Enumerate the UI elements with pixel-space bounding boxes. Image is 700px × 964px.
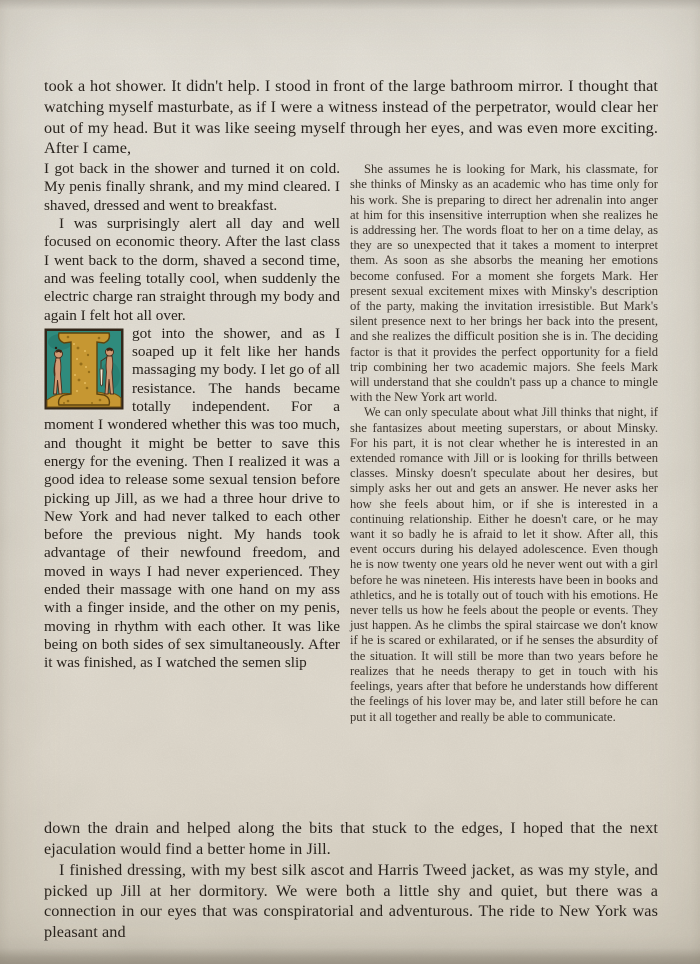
illuminated-initial-I-icon bbox=[44, 328, 124, 410]
sidebar-paragraph-2: We can only speculate about what Jill thinks that night, if she fantasizes about meeting superstars, or about Minsky. For his part, it is not clear whether he is interested in an extended romance with Jill or is looking for thrills between classes. Minsky doesn't speculate about her desires, but simply asks her out and gets an answer. He never asks her how she feels about him, or if she is interested in a continuing relationship. Either he doesn't care, or he may want it so badly he is afraid to let it show. After all, this event occurs during his delayed adolescence. Even though he is now twenty one years old he never went out with a girl before he was nineteen. His interests have been in books and athletics, and he is totally out of touch with his emotions. He never tells us how he feels about the people or events. They just happen. As he climbs the spiral staircase we don't know if he is scared or exhilarated, or if he senses the absurdity of the situation. It will still be more than two years before he realizes that he needs therapy to get in touch with his feelings, years after that before he understands how different the feelings of his lover may be, and later still before he can put it all together and really be able to communicate. bbox=[350, 405, 658, 724]
page-top-shadow bbox=[0, 0, 700, 10]
bottom-continuation-paragraph: down the drain and helped along the bits that stuck to the edges, I hoped that the next ejaculation would find a better home in Jill. bbox=[44, 819, 658, 858]
sidebar-paragraph-1: She assumes he is looking for Mark, his classmate, for she thinks of Minsky as an academic who has time only for his work. She is preparing to direct her adrenalin into anger at him for this insensitive interruption when she realizes he is addressing her. The words float to her on a time delay, as they are so unexpected that it takes a moment to interpret them. As soon as she absorbs the meaning her emotions become confused. For a moment she forgets Mark. Her present sexual excitement mixes with Minsky's description of the party, making the invitation irresistible. But Mark's silent presence next to her brings her back into the present, and she realizes the difficult position she is in. The deciding factor is that it provides the perfect opportunity for a field trip combining her two academic majors. She feels Mark will understand that she couldn't pass up a chance to mingle with the New York art world. bbox=[350, 162, 658, 405]
main-continuation-paragraph: I got back in the shower and turned it on cold. My penis finally shrank, and my mind cleared. I shaved, dressed and went to breakfast. bbox=[44, 160, 340, 214]
two-column-section bbox=[44, 160, 658, 814]
illuminated-initial bbox=[44, 328, 124, 410]
page-content bbox=[44, 76, 658, 943]
intro-paragraph: took a hot shower. It didn't help. I stood in front of the large bathroom mirror. I thought that watching myself masturbate, as if I were a witness instead of the perpetrator, would clear her out of my head. But it was like seeing myself through her eyes, and was even more exciting. After I came, bbox=[44, 77, 658, 158]
commentary-sidebar bbox=[350, 160, 658, 814]
main-text-column bbox=[44, 160, 340, 814]
bottom-section bbox=[44, 818, 658, 943]
dropcap-paragraph bbox=[44, 325, 340, 673]
bottom-final-paragraph: I finished dressing, with my best silk ascot and Harris Tweed jacket, as was my style, and picked up Jill at her dormitory. We were both a little shy and quiet, but there was a connection in our eyes that was conspiratorial and adventurous. The ride to New York was pleasant and bbox=[44, 860, 658, 942]
main-paragraph-2: I was surprisingly alert all day and well focused on economic theory. After the last class I went back to the dorm, shaved a second time, and was feeling totally cool, when suddenly the electric charge ran straight through my body and again I felt hot all over. bbox=[44, 215, 340, 324]
page-bottom-shadow bbox=[0, 948, 700, 964]
dropcap-paragraph-text: got into the shower, and as I soaped up it felt like her hands massaging my body. I let go of all resistance. The hands became totally independent. For a moment I wondered whether this was too much, and thought it might be better to save this energy for the evening. Then I realized it was a good idea to release some sexual tension before picking up Jill, as we had a three hour drive to New York and had never talked to each other before the previous night. My hands took advantage of their newfound freedom, and moved in ways I had never experienced. They ended their massage with one hand on my ass with a finger inside, and the other on my penis, moving in rhythm with each other. It was like being on both sides of sex simultaneously. After it was finished, as I watched the semen slip bbox=[44, 324, 340, 672]
